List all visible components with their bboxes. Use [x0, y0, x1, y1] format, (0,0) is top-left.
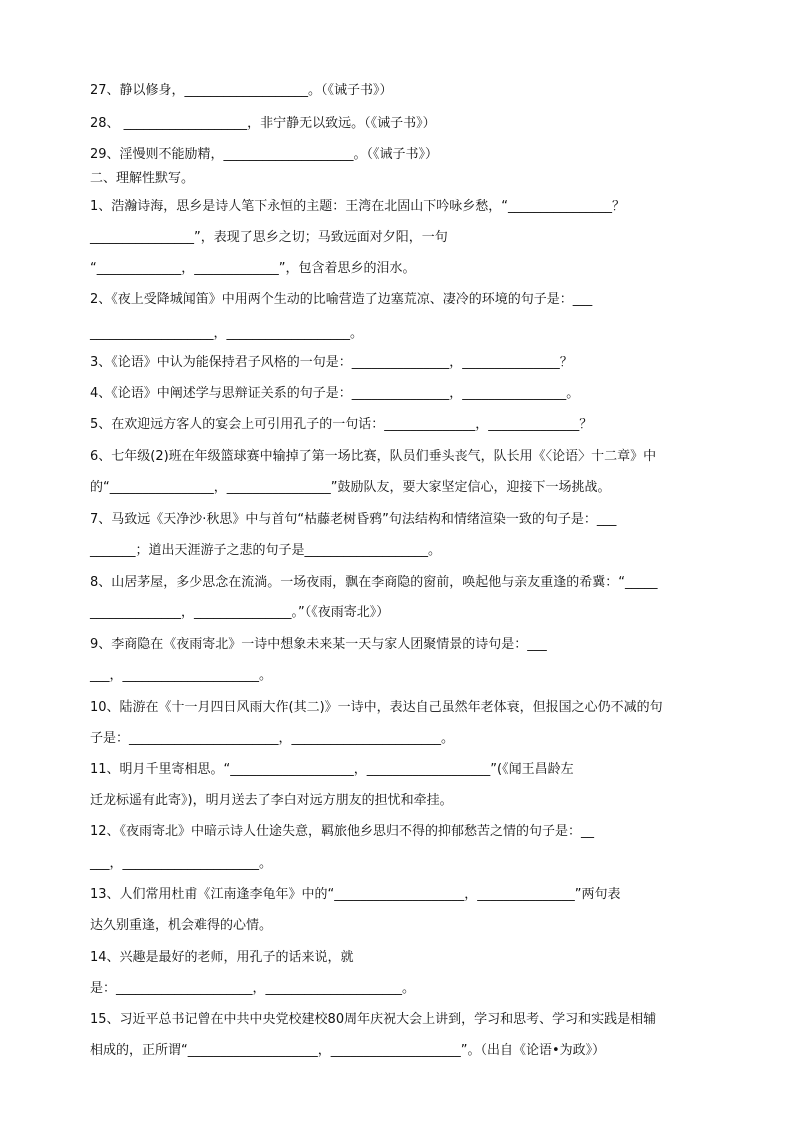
text-line: 29、淫慢则不能励精，____________________。（《诫子书》） [90, 147, 439, 162]
text-line: 的“________________，________________”鼓励队友，要大家坚定信心，迎接下一场挑战。 [90, 480, 611, 495]
text-line: 子是：_______________________，_______________________。 [90, 731, 455, 746]
text-line: ___，_____________________。 [90, 668, 273, 683]
text-line: 13、人们常用杜甫《江南逢李龟年》中的“____________________，_______________”两句表 [90, 887, 621, 902]
text-line: ______________，_______________。”（《夜雨寄北》） [90, 605, 390, 620]
text-line: 4、《论语》中阐述学与思辩证关系的句子是：_______________，________________。 [90, 386, 580, 401]
text-line: 7、马致远《天净沙·秋思》中与首句“枯藤老树昏鸦”句法结构和情绪渲染一致的句子是：___ [90, 512, 617, 527]
text-line: 12、《夜雨寄北》中暗示诗人仕途失意，羁旅他乡思归不得的抑郁愁苦之情的句子是：__ [90, 824, 595, 839]
text-line: ___________________，___________________。 [90, 326, 363, 341]
text-line: 5、在欢迎远方客人的宴会上可引用孔子的一句话：______________，______________？ [90, 417, 593, 432]
text-line: 15、习近平总书记曾在中共中央党校建校80周年庆祝大会上讲到，学习和思考、学习和实践是相辅 [90, 1012, 657, 1027]
text-line: ________________”，表现了思乡之切；马致远面对夕阳，一句 [90, 230, 448, 245]
text-line: 27、静以修身，___________________。（《诫子书》） [90, 83, 393, 98]
text-line: 14、兴趣是最好的老师，用孔子的话来说，就 [90, 950, 354, 965]
text-line: 达久别重逢，机会难得的心情。 [90, 918, 273, 933]
text-line: 10、陆游在《十一月四日风雨大作(其二)》一诗中，表达自己虽然年老体衰，但报国之心仍不减的句 [90, 700, 663, 715]
text-line: 6、七年级(2)班在年级篮球赛中输掉了第一场比赛，队员们垂头丧气，队长用《〈论语〉十二章》中 [90, 449, 657, 464]
text-line: 28、 ___________________，非宁静无以致远。（《诫子书》） [90, 116, 436, 131]
text-line: 8、山居茅屋，多少思念在流淌。一场夜雨，飘在李商隐的窗前，唤起他与亲友重逢的希冀：“_____ [90, 575, 658, 590]
text-line: 3、《论语》中认为能保持君子风格的一句是：_______________，_______________？ [90, 355, 573, 370]
text-line: 11、明月千里寄相思。“___________________，___________________”(《闻王昌龄左 [90, 762, 574, 777]
text-line: 2、《夜上受降城闻笛》中用两个生动的比喻营造了边塞荒凉、凄冷的环境的句子是：___ [90, 292, 593, 307]
text-line: 是：_____________________，_____________________。 [90, 981, 416, 996]
text-line: 1、浩瀚诗海，思乡是诗人笔下永恒的主题：王湾在北固山下吟咏乡愁，“________________？ [90, 199, 626, 214]
text-line: ___，_____________________。 [90, 856, 273, 871]
text-line: “_____________，_____________”，包含着思乡的泪水。 [90, 261, 416, 276]
section-heading: 二、理解性默写。 [90, 171, 195, 186]
text-line: _______；道出天涯游子之悲的句子是___________________。 [90, 543, 442, 558]
text-line: 迁龙标遥有此寄》)，明月送去了李白对远方朋友的担忧和牵挂。 [90, 793, 453, 808]
text-line: 9、李商隐在《夜雨寄北》一诗中想象未来某一天与家人团聚情景的诗句是：___ [90, 637, 547, 652]
text-line: 相成的，正所谓“____________________，____________________”。（出自《论语•为政》） [90, 1043, 606, 1058]
